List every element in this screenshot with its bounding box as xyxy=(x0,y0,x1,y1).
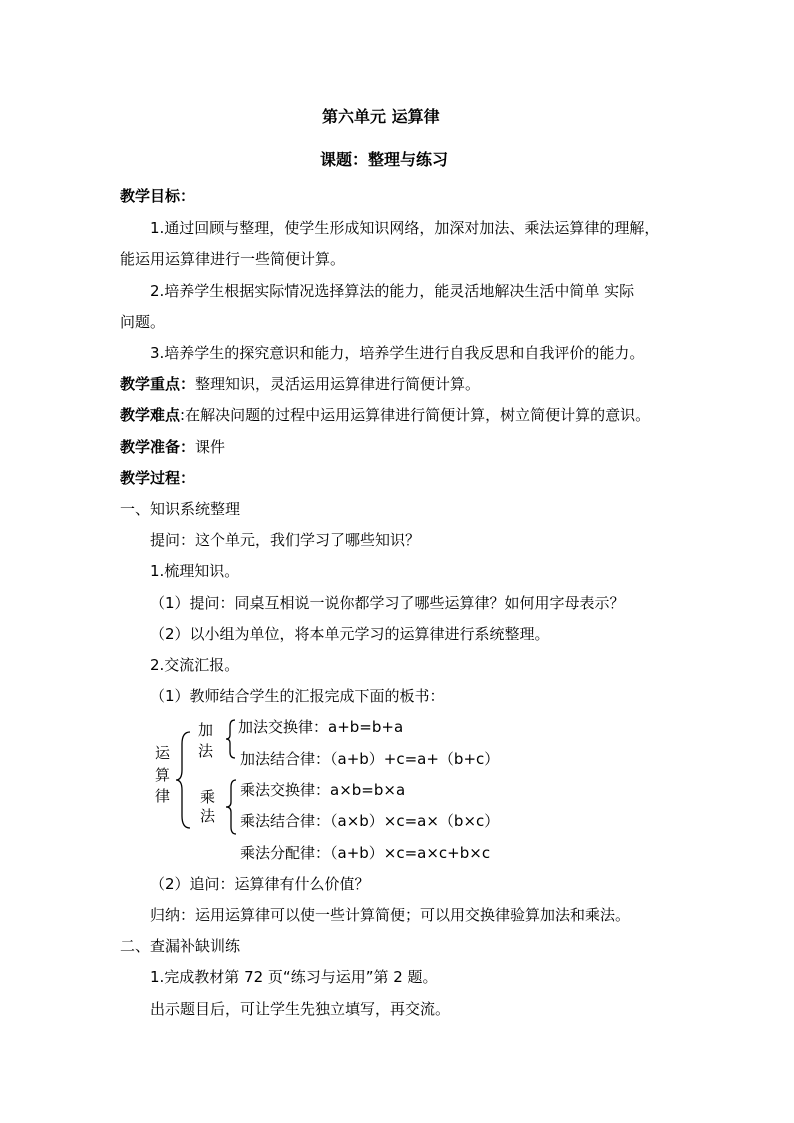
step-1: 1.梳理知识。 xyxy=(150,562,240,580)
step-1-2: （2）以小组为单位，将本单元学习的运算律进行系统整理。 xyxy=(150,625,550,643)
root-char-2: 算 xyxy=(155,766,171,784)
goal-2-line-1: 2.培养学生根据实际情况选择算法的能力，能灵活地解决生活中简单 实际 xyxy=(150,282,635,300)
root-char-1: 运 xyxy=(155,744,171,762)
step-1-1: （1）提问：同桌互相说一说你都学习了哪些运算律？如何用字母表示？ xyxy=(150,594,625,612)
difficulty-text: :在解决问题的过程中运用运算律进行简便计算，树立简便计算的意识。 xyxy=(180,406,651,424)
add-associative-law: 加法结合律：（a+b）+c=a+（b+c） xyxy=(240,750,500,768)
add-brace xyxy=(225,718,237,760)
unit-title: 第六单元 运算律 xyxy=(322,107,440,126)
goal-3: 3.培养学生的探究意识和能力，培养学生进行自我反思和自我评价的能力。 xyxy=(150,344,645,362)
preparation xyxy=(120,437,225,457)
exercise-1: 1.完成教材第 72 页“练习与运用”第 2 题。 xyxy=(150,968,438,986)
add-group-char-1: 加 xyxy=(198,721,214,739)
question-intro: 提问：这个单元，我们学习了哪些知识？ xyxy=(150,531,421,549)
prep-text: 课件 xyxy=(195,438,226,456)
lesson-title: 课题：整理与练习 xyxy=(320,150,449,169)
goal-1-line-2: 能运用运算律进行一些简便计算。 xyxy=(120,250,346,268)
goals-heading: 教学目标： xyxy=(120,187,196,205)
mul-group-char-2: 法 xyxy=(200,807,216,825)
key-point xyxy=(120,374,480,394)
step-2-2: （2）追问：运算律有什么价值？ xyxy=(150,875,370,893)
add-commutative-law: 加法交换律：a+b=b+a xyxy=(238,718,404,736)
mul-commutative-law: 乘法交换律：a×b=b×a xyxy=(240,781,406,799)
key-text: 整理知识，灵活运用运算律进行简便计算。 xyxy=(195,375,481,393)
step-2: 2.交流汇报。 xyxy=(150,656,240,674)
goal-1-line-1: 1.通过回顾与整理，使学生形成知识网络，加深对加法、乘法运算律的理解， xyxy=(150,219,660,237)
summary: 归纳：运用运算律可以使一些计算简便；可以用交换律验算加法和乘法。 xyxy=(150,906,631,924)
mul-brace xyxy=(225,778,239,836)
mul-distributive-law: 乘法分配律：（a+b）×c=a×c+b×c xyxy=(240,844,491,862)
root-char-3: 律 xyxy=(155,787,171,805)
mul-group-char-1: 乘 xyxy=(200,788,216,806)
difficulty-label: 教学难点 xyxy=(120,406,181,424)
goal-2-line-2: 问题。 xyxy=(120,313,166,331)
difficulty xyxy=(120,405,650,425)
step-2-1: （1）教师结合学生的汇报完成下面的板书： xyxy=(150,687,445,705)
mul-associative-law: 乘法结合律：（a×b）×c=a×（b×c） xyxy=(240,812,500,830)
section-2-heading: 二、查漏补缺训练 xyxy=(120,937,241,955)
add-group-char-2: 法 xyxy=(198,742,214,760)
process-heading: 教学过程： xyxy=(120,469,196,487)
exercise-note: 出示题目后，可让学生先独立填写，再交流。 xyxy=(150,1000,451,1018)
prep-label: 教学准备： xyxy=(120,438,196,456)
section-1-heading: 一、知识系统整理 xyxy=(120,500,241,518)
key-label: 教学重点： xyxy=(120,375,196,393)
root-brace xyxy=(174,730,194,830)
